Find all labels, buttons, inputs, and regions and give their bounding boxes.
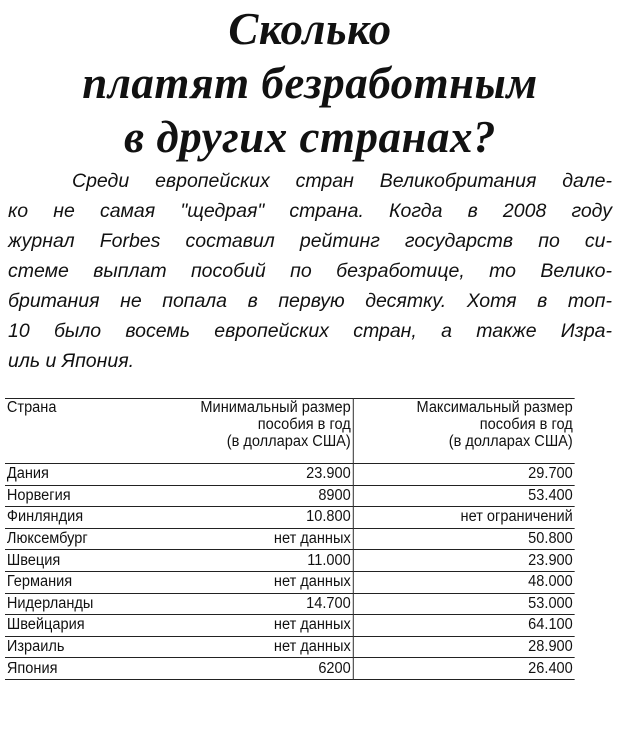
cell-country: Швеция — [5, 550, 146, 572]
header-min-line-3: (в долларах США) — [226, 433, 351, 450]
table-header-row — [5, 399, 575, 464]
cell-min: 6200 — [146, 658, 353, 680]
header-max-benefit — [353, 399, 575, 464]
header-max-line-3: (в долларах США) — [448, 433, 573, 450]
header-min-benefit — [146, 399, 353, 464]
cell-max: 50.800 — [353, 528, 575, 550]
header-min-line-1: Минимальный размер — [200, 399, 351, 416]
headline-line-2: платят безработным — [82, 58, 538, 108]
header-min-line-2: пособия в год — [257, 416, 351, 433]
intro-line-4: стеме выплат пособий по безработице, то Велико- — [8, 260, 612, 282]
intro-line-6: 10 было восемь европейских стран, а также Изра- — [8, 320, 612, 342]
intro-line-5: британия не попала в первую десятку. Хотя в топ- — [8, 290, 612, 312]
table-row — [5, 593, 575, 615]
intro-line-1: Среди европейских стран Великобритания дале- — [72, 170, 612, 192]
cell-country: Швейцария — [5, 615, 146, 637]
header-country: Страна — [5, 399, 146, 464]
cell-max: 28.900 — [353, 636, 575, 658]
cell-country: Люксембург — [5, 528, 146, 550]
cell-max: 29.700 — [353, 464, 575, 486]
intro-paragraph — [8, 166, 612, 376]
table-row — [5, 615, 575, 637]
intro-line-7: иль и Япония. — [8, 350, 135, 372]
table-row — [5, 485, 575, 507]
headline — [0, 2, 620, 164]
cell-max: 53.000 — [353, 593, 575, 615]
intro-line-3: журнал Forbes составил рейтинг государств по си- — [8, 230, 612, 252]
cell-max: 53.400 — [353, 485, 575, 507]
cell-min: нет данных — [146, 571, 353, 593]
cell-min: нет данных — [146, 615, 353, 637]
table-row — [5, 464, 575, 486]
table-row — [5, 528, 575, 550]
cell-country: Израиль — [5, 636, 146, 658]
cell-max: 26.400 — [353, 658, 575, 680]
header-max-line-1: Максимальный размер — [416, 399, 573, 416]
headline-line-3: в других странах? — [124, 112, 496, 162]
cell-country: Нидерланды — [5, 593, 146, 615]
cell-min: 23.900 — [146, 464, 353, 486]
benefits-table — [5, 398, 575, 680]
table-row — [5, 658, 575, 680]
cell-min: 10.800 — [146, 507, 353, 529]
cell-max: нет ограничений — [353, 507, 575, 529]
cell-country: Япония — [5, 658, 146, 680]
table-row — [5, 507, 575, 529]
table-row — [5, 550, 575, 572]
intro-line-2: ко не самая "щедрая" страна. Когда в 2008 году — [8, 200, 612, 222]
cell-min: 8900 — [146, 485, 353, 507]
cell-country: Норвегия — [5, 485, 146, 507]
cell-country: Дания — [5, 464, 146, 486]
cell-max: 48.000 — [353, 571, 575, 593]
cell-max: 23.900 — [353, 550, 575, 572]
cell-country: Финляндия — [5, 507, 146, 529]
cell-max: 64.100 — [353, 615, 575, 637]
cell-min: нет данных — [146, 636, 353, 658]
headline-line-1: Сколько — [228, 4, 392, 54]
cell-min: нет данных — [146, 528, 353, 550]
cell-country: Германия — [5, 571, 146, 593]
cell-min: 14.700 — [146, 593, 353, 615]
table-row — [5, 636, 575, 658]
cell-min: 11.000 — [146, 550, 353, 572]
table-row — [5, 571, 575, 593]
header-max-line-2: пособия в год — [479, 416, 573, 433]
